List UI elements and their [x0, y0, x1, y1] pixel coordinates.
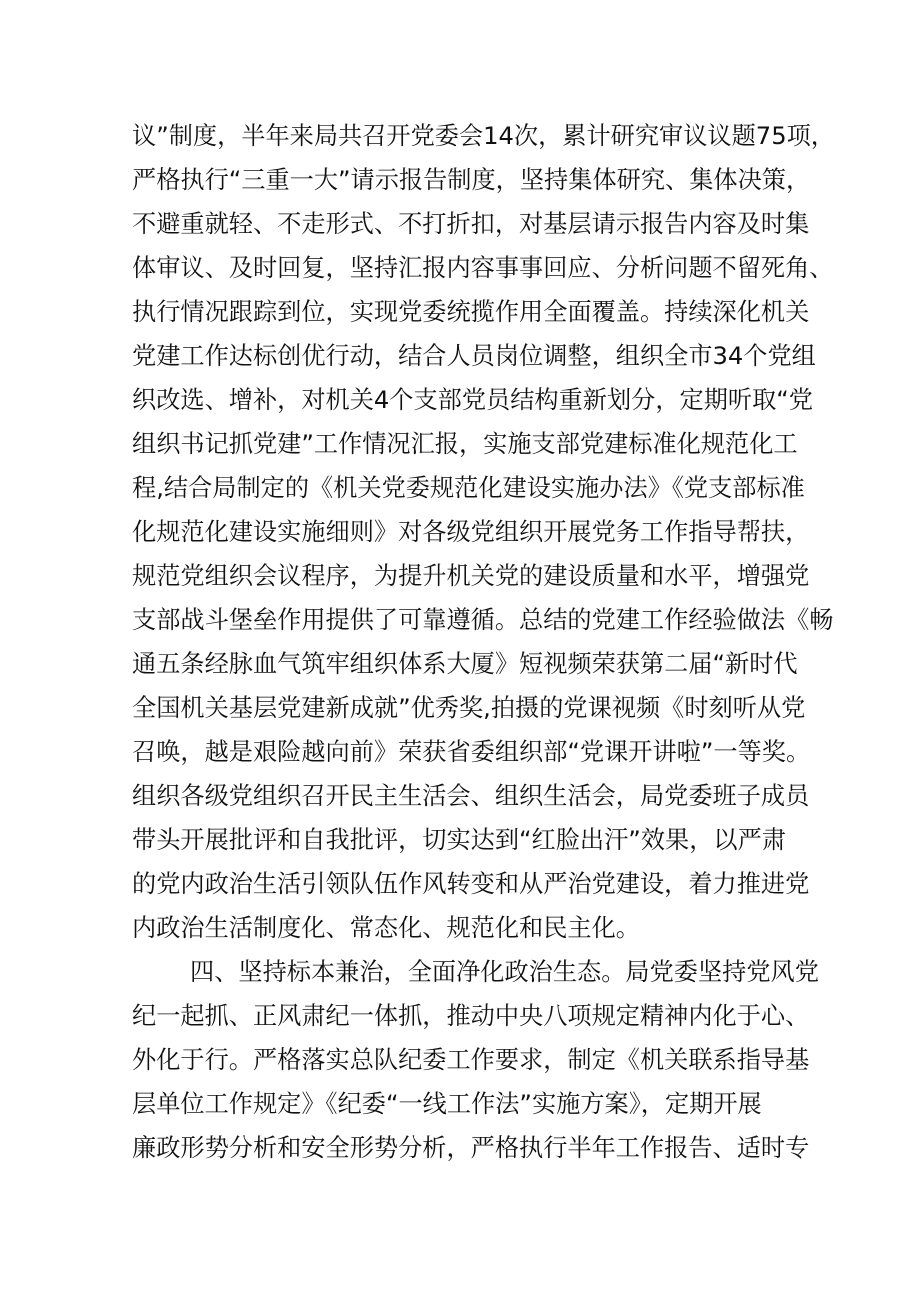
- text-line: 组织书记抓党建”工作情况汇报，实施支部党建标准化规范化工: [132, 430, 798, 458]
- text-line: 内政治生活制度化、常态化、规范化和民主化。: [132, 914, 640, 942]
- text-line: 召唤，越是艰险越向前》荣获省委组织部“党课开讲啦”一等奖。: [132, 738, 811, 766]
- text-line: 织改选、增补，对机关4个支部党员结构重新划分，定期听取“党: [132, 386, 813, 414]
- text-line: 执行情况跟踪到位，实现党委统揽作用全面覆盖。持续深化机关: [132, 298, 810, 326]
- text-line: 严格执行“三重一大”请示报告制度，坚持集体研究、集体决策，: [132, 166, 811, 194]
- text-line: 议”制度，半年来局共召开党委会14次，累计研究审议议题75项，: [132, 122, 835, 150]
- text-line: 廉政形势分析和安全形势分析，严格执行半年工作报告、适时专: [132, 1134, 810, 1162]
- text-line: 带头开展批评和自我批评，切实达到“红脸出汗”效果，以严肃: [132, 826, 786, 854]
- text-line: 不避重就轻、不走形式、不打折扣，对基层请示报告内容及时集: [132, 210, 810, 238]
- paragraph-first-line: 四、坚持标本兼治，全面净化政治生态。局党委坚持党风党: [190, 958, 819, 986]
- text-line: 全国机关基层党建新成就”优秀奖,拍摄的党课视频《时刻听从党: [132, 694, 806, 722]
- text-line: 的党内政治生活引领队伍作风转变和从严治党建设，着力推进党: [132, 870, 810, 898]
- text-line: 党建工作达标创优行动，结合人员岗位调整，组织全市34个党组: [132, 342, 816, 370]
- text-line: 通五条经脉血气筑牢组织体系大厦》短视频荣获第二届“新时代: [132, 650, 798, 678]
- text-line: 组织各级党组织召开民主生活会、组织生活会，局党委班子成员: [132, 782, 810, 810]
- text-line: 层单位工作规定》《纪委“一线工作法”实施方案》，定期开展: [132, 1090, 762, 1118]
- text-line: 体审议、及时回复，坚持汇报内容事事回应、分析问题不留死角、: [132, 254, 834, 282]
- text-line: 程,结合局制定的《机关党委规范化建设实施办法》《党支部标准: [132, 474, 805, 502]
- text-line: 外化于行。严格落实总队纪委工作要求，制定《机关联系指导基: [132, 1046, 810, 1074]
- text-line: 化规范化建设实施细则》对各级党组织开展党务工作指导帮扶，: [132, 518, 810, 546]
- text-line: 纪一起抓、正风肃纪一体抓，推动中央八项规定精神内化于心、: [132, 1002, 810, 1030]
- text-line: 规范党组织会议程序，为提升机关党的建设质量和水平，增强党: [132, 562, 810, 590]
- text-line: 支部战斗堡垒作用提供了可靠遵循。总结的党建工作经验做法《畅: [132, 606, 834, 634]
